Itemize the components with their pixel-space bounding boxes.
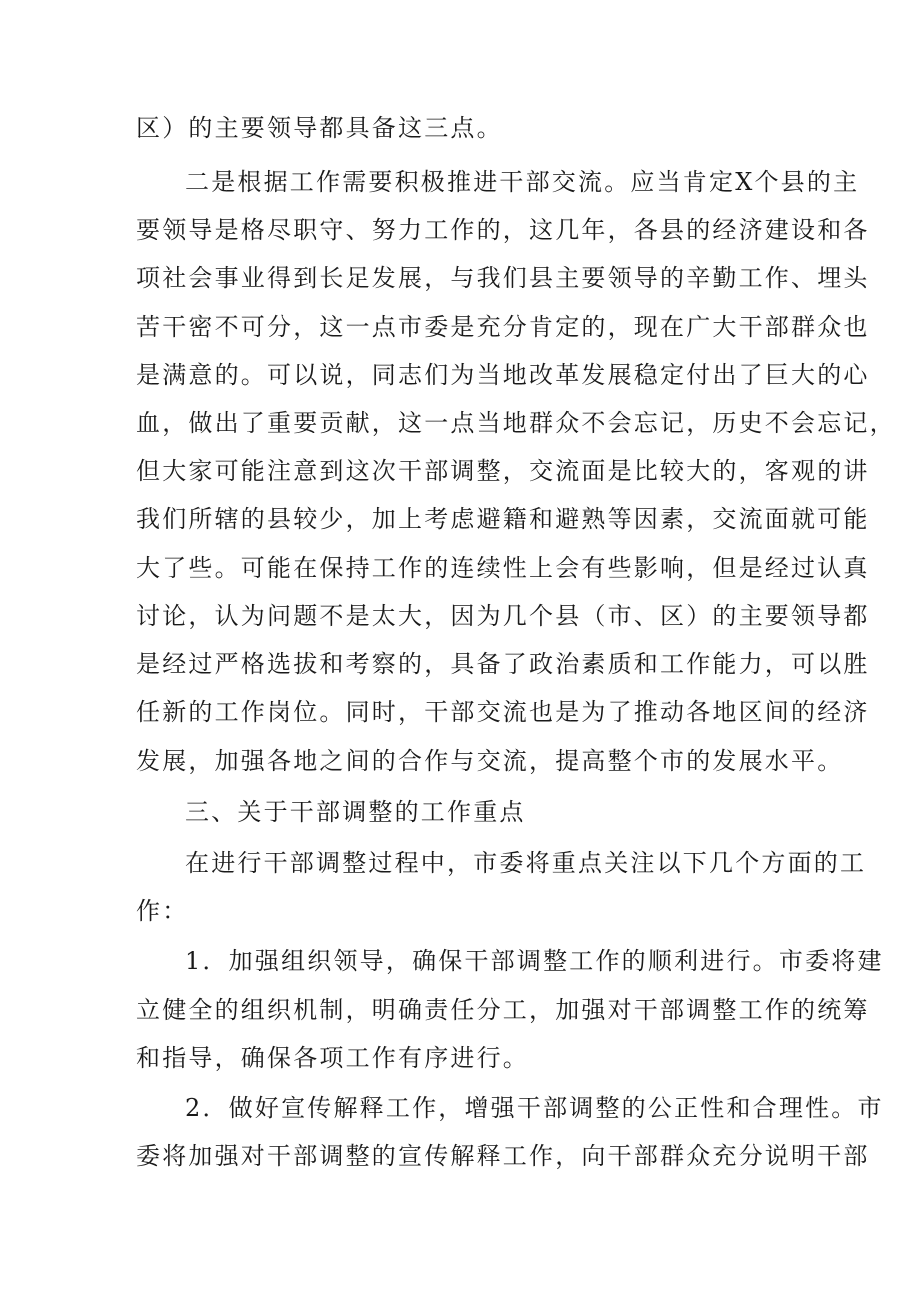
section-heading: 三、关于干部调整的工作重点	[185, 798, 526, 826]
paragraph-start: 在进行干部调整过程中，市委将重点关注以下几个方面的工	[185, 849, 867, 877]
paragraph-start-cadre-exchange: 二是根据工作需要积极推进干部交流。应当肯定X个县的主	[185, 168, 860, 196]
text-line: 要领导是格尽职守、努力工作的，这几年，各县的经济建设和各	[136, 216, 870, 244]
text-line: 项社会事业得到长足发展，与我们县主要领导的辛勤工作、埋头	[136, 264, 870, 292]
text-line: 讨论，认为问题不是太大，因为几个县（市、区）的主要领导都	[136, 602, 870, 630]
text-line: 大了些。可能在保持工作的连续性上会有些影响，但是经过认真	[136, 554, 870, 582]
text-line-continuation: 区）的主要领导都具备这三点。	[136, 114, 503, 142]
text-line: 血，做出了重要贡献，这一点当地群众不会忘记，历史不会忘记，	[136, 409, 896, 437]
text-line: 任新的工作岗位。同时，干部交流也是为了推动各地区间的经济	[136, 698, 870, 726]
text-line: 但大家可能注意到这次干部调整，交流面是比较大的，客观的讲	[136, 457, 870, 485]
list-item-2-start: 2．做好宣传解释工作，增强干部调整的公正性和合理性。市	[185, 1094, 884, 1122]
text-line: 是满意的。可以说，同志们为当地改革发展稳定付出了巨大的心	[136, 361, 870, 389]
text-line: 是经过严格选拔和考察的，具备了政治素质和工作能力，可以胜	[136, 650, 870, 678]
text-line: 和指导，确保各项工作有序进行。	[136, 1044, 529, 1072]
text-line: 发展，加强各地之间的合作与交流，提高整个市的发展水平。	[136, 747, 844, 775]
text-line: 立健全的组织机制，明确责任分工，加强对干部调整工作的统筹	[136, 996, 870, 1024]
text-line: 作：	[136, 897, 189, 925]
list-item-1-start: 1．加强组织领导，确保干部调整工作的顺利进行。市委将建	[185, 947, 884, 975]
text-line: 苦干密不可分，这一点市委是充分肯定的，现在广大干部群众也	[136, 313, 870, 341]
text-line: 我们所辖的县较少，加上考虑避籍和避熟等因素，交流面就可能	[136, 505, 870, 533]
text-line: 委将加强对干部调整的宣传解释工作，向干部群众充分说明干部	[136, 1142, 870, 1170]
